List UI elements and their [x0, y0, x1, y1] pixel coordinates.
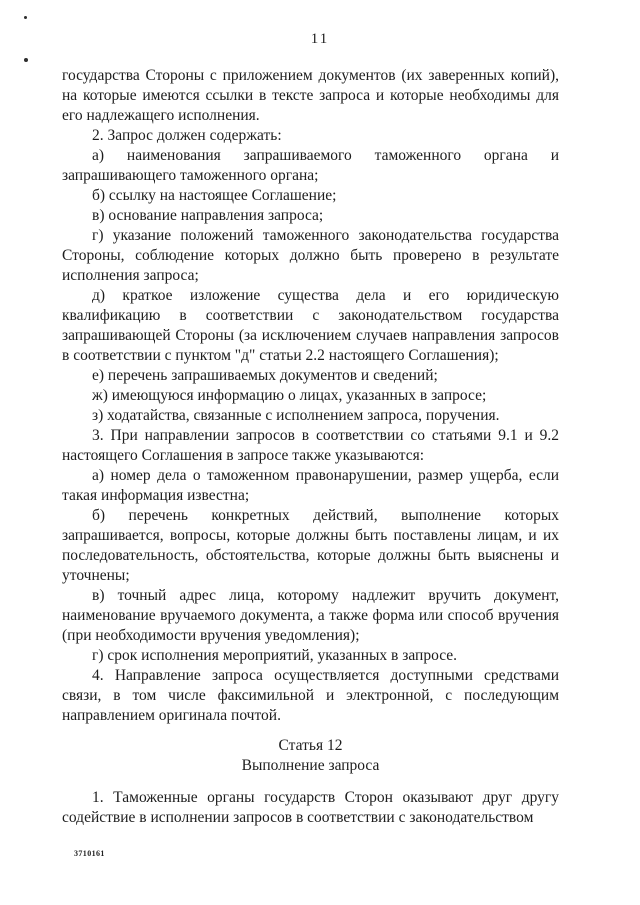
heading-line: Статья 12 — [278, 737, 343, 754]
text-line: а) наименования запрашиваемого таможенного органа и — [92, 147, 559, 164]
text-line: б) ссылку на настоящее Соглашение; — [92, 187, 337, 204]
page-number: 11 — [310, 31, 330, 47]
paragraph — [62, 666, 559, 726]
text-line: направлением оригинала почтой. — [62, 707, 281, 724]
paragraph — [62, 586, 559, 646]
text-line: 2. Запрос должен содержать: — [92, 127, 282, 144]
text-line: г) срок исполнения мероприятий, указанных в запросе. — [92, 647, 458, 664]
paragraph — [62, 426, 559, 466]
paragraph — [62, 466, 559, 506]
document-body — [62, 66, 559, 828]
text-line: (при необходимости вручения уведомления); — [62, 627, 360, 644]
paragraph — [62, 406, 559, 426]
paragraph — [62, 286, 559, 366]
text-line: настоящего Соглашения в запросе также указываются: — [62, 447, 425, 464]
paragraph — [62, 126, 559, 146]
text-line: государства Стороны с приложением документов (их заверенных копий), — [62, 67, 559, 84]
paragraph — [62, 788, 559, 828]
heading-line: Выполнение запроса — [241, 757, 380, 774]
scan-speck — [24, 58, 28, 62]
text-line: е) перечень запрашиваемых документов и сведений; — [92, 367, 438, 384]
paragraph — [62, 206, 559, 226]
text-line: Стороны, соблюдение которых должно быть проверено в результате — [62, 247, 559, 264]
text-line: запрашивается, вопросы, которые должны быть поставлены лицам, и их — [62, 527, 559, 544]
text-line: на которые имеются ссылки в тексте запроса и которые необходимы для — [62, 87, 559, 104]
paragraph — [62, 506, 559, 586]
text-line: запрашивающего таможенного органа; — [62, 167, 319, 184]
paragraph — [62, 226, 559, 286]
article-heading — [62, 736, 559, 776]
text-line: связи, в том числе факсимильной и электронной, с последующим — [62, 687, 559, 704]
text-line: исполнения запроса; — [62, 267, 199, 284]
text-line: в) точный адрес лица, которому надлежит вручить документ, — [92, 587, 559, 604]
paragraph — [62, 186, 559, 206]
text-line: 1. Таможенные органы государств Сторон оказывают друг другу — [92, 789, 559, 806]
text-line: д) краткое изложение существа дела и его юридическую — [92, 287, 559, 304]
text-line: такая информация известна; — [62, 487, 250, 504]
text-line: квалификацию в соответствии с законодательством государства — [62, 307, 559, 324]
text-line: его надлежащего исполнения. — [62, 107, 260, 124]
paragraph — [62, 146, 559, 186]
text-line: ж) имеющуюся информацию о лицах, указанных в запросе; — [92, 387, 487, 404]
text-line: в) основание направления запроса; — [92, 207, 324, 224]
print-code: 3710161 — [74, 849, 105, 858]
text-line: содействие в исполнении запросов в соответствии с законодательством — [62, 809, 534, 826]
paragraph — [62, 386, 559, 406]
paragraph — [62, 66, 559, 126]
paragraph — [62, 366, 559, 386]
text-line: а) номер дела о таможенном правонарушении, размер ущерба, если — [92, 467, 559, 484]
paragraph — [62, 646, 559, 666]
text-line: уточнены; — [62, 567, 130, 584]
text-line: г) указание положений таможенного законодательства государства — [92, 227, 559, 244]
text-line: запрашивающей Стороны (за исключением случаев направления запросов — [62, 327, 559, 344]
text-line: б) перечень конкретных действий, выполнение которых — [92, 507, 559, 524]
text-line: последовательность, обстоятельства, которые должны быть выяснены и — [62, 547, 559, 564]
text-line: наименование вручаемого документа, а также форма или способ вручения — [62, 607, 559, 624]
scan-speck — [24, 16, 27, 19]
text-line: 4. Направление запроса осуществляется доступными средствами — [92, 667, 559, 684]
text-line: з) ходатайства, связанные с исполнением запроса, поручения. — [92, 407, 500, 424]
text-line: 3. При направлении запросов в соответствии со статьями 9.1 и 9.2 — [92, 427, 559, 444]
text-line: в соответствии с пунктом "д" статьи 2.2 настоящего Соглашения); — [62, 347, 499, 364]
